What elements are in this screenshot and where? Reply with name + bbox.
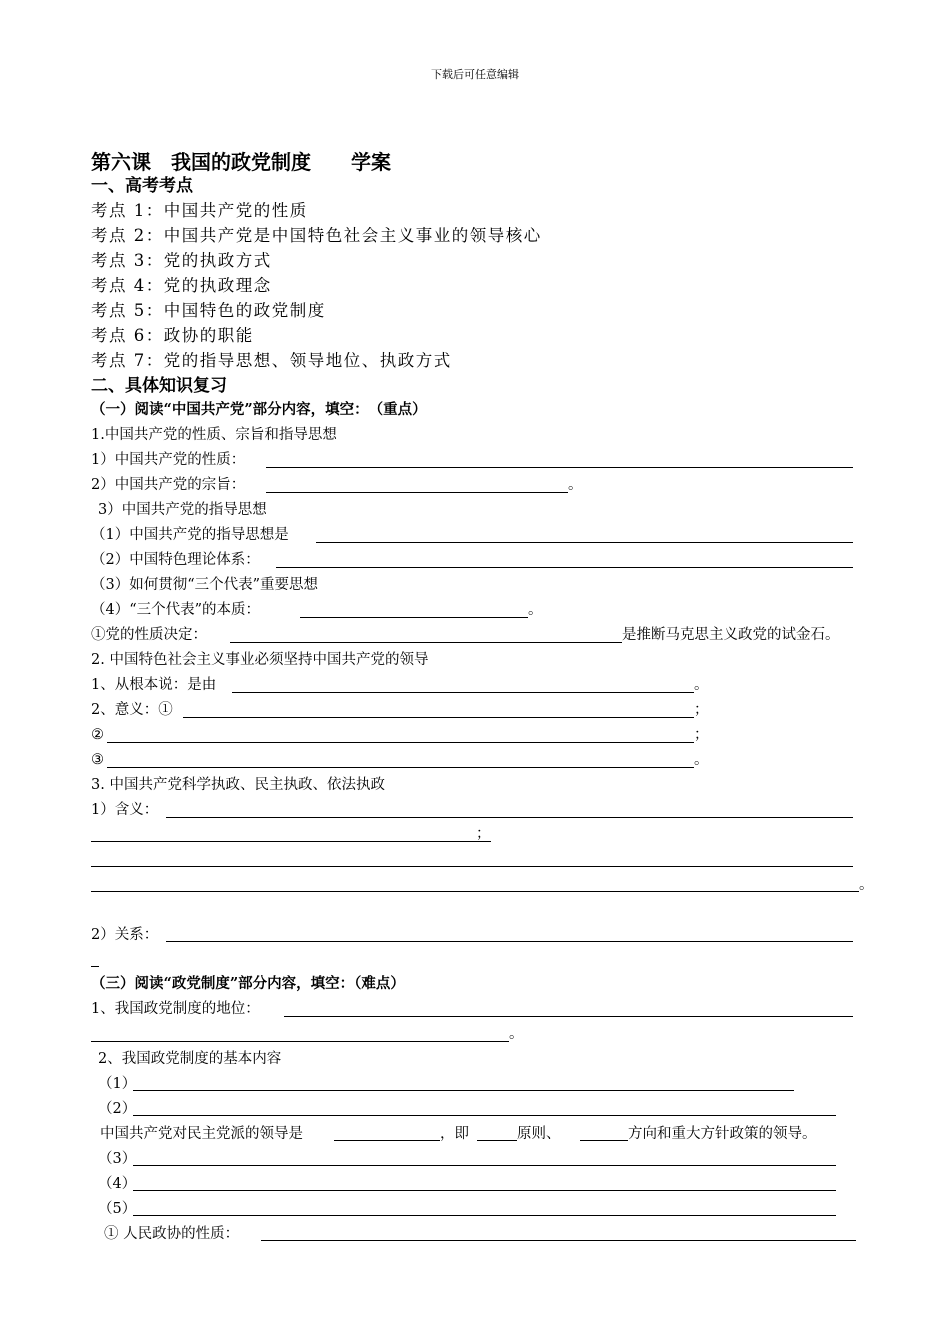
answer-blank[interactable] [107,742,694,743]
question-label: 1、从根本说：是由 [91,677,217,693]
punctuation: 。 [509,1026,524,1042]
answer-blank[interactable] [300,617,528,618]
punctuation: 。 [528,602,543,618]
question-label: ② [91,727,104,743]
page-header: 下载后可任意编辑 [431,68,519,81]
question-label: 中国共产党对民主党派的领导是 [100,1126,303,1142]
question-line: 2、我国政党制度的基本内容 [98,1051,282,1067]
answer-blank[interactable] [266,467,853,468]
answer-blank[interactable] [133,1215,836,1216]
answer-blank[interactable] [276,567,853,568]
section-heading-exam-points: 一、高考考点 [91,176,193,196]
answer-blank[interactable] [261,1240,856,1241]
question-label: 1）中国共产党的性质： [91,452,246,468]
answer-blank[interactable] [232,692,694,693]
question-label: ①党的性质决定： [91,627,207,643]
exam-point-item: 考点 3：党的执政方式 [91,251,272,270]
part-heading-party: （一）阅读“中国共产党”部分内容，填空： （重点） [91,401,427,418]
punctuation: ； [476,826,491,842]
answer-blank[interactable] [133,1165,836,1166]
answer-blank[interactable] [91,866,853,867]
answer-blank[interactable] [91,841,491,842]
exam-point-item: 考点 7：党的指导思想、领导地位、执政方式 [91,351,452,370]
punctuation: ； [694,727,709,743]
answer-blank[interactable] [166,941,853,942]
question-label: （1） [98,1076,137,1092]
question-label: 2）关系： [91,927,159,943]
question-label: 2、意义：① [91,702,173,718]
question-label: （4） [98,1176,137,1192]
question-label: （4）“三个代表”的本质： [91,602,261,618]
answer-blank[interactable] [133,1190,836,1191]
answer-blank[interactable] [316,542,853,543]
punctuation: 。 [859,877,874,893]
question-label: （1）中国共产党的指导思想是 [91,527,289,543]
section-heading-review: 二、具体知识复习 [91,376,227,396]
question-label: ③ [91,752,104,768]
question-line: 3）中国共产党的指导思想 [98,502,267,518]
question-label: 2）中国共产党的宗旨： [91,477,246,493]
punctuation: ； [694,702,709,718]
answer-blank[interactable] [133,1115,836,1116]
answer-blank[interactable] [91,1041,509,1042]
answer-blank[interactable] [580,1140,628,1141]
exam-point-item: 考点 1：中国共产党的性质 [91,201,308,220]
answer-blank[interactable] [183,717,694,718]
answer-blank[interactable] [477,1140,517,1141]
question-tail: 是推断马克思主义政党的试金石。 [622,627,840,643]
question-text: 方向和重大方针政策的领导。 [628,1126,817,1142]
question-label: （3） [98,1151,137,1167]
punctuation: 。 [694,752,709,768]
question-text: 原则、 [517,1126,561,1142]
exam-point-item: 考点 5：中国特色的政党制度 [91,301,326,320]
question-line: 2. 中国特色社会主义事业必须坚持中国共产党的领导 [91,652,429,668]
exam-point-item: 考点 4：党的执政理念 [91,276,272,295]
part-heading-party-system: （三）阅读“政党制度”部分内容，填空：（难点） [91,975,405,992]
question-line: 1.中国共产党的性质、宗旨和指导思想 [91,427,337,443]
exam-point-item: 考点 6：政协的职能 [91,326,254,345]
answer-blank[interactable] [284,1016,853,1017]
answer-blank[interactable] [107,767,694,768]
page-title: 第六课 我国的政党制度 学案 [91,150,391,174]
answer-blank[interactable] [230,642,622,643]
question-line: （3）如何贯彻“三个代表”重要思想 [91,577,319,593]
question-line: 3. 中国共产党科学执政、民主执政、依法执政 [91,777,385,793]
question-label: （5） [98,1201,137,1217]
question-label: ① 人民政协的性质： [104,1226,240,1242]
question-label: 1）含义： [91,802,159,818]
question-label: （2）中国特色理论体系： [91,552,260,568]
question-text: ，即 [440,1126,469,1142]
punctuation: 。 [694,677,709,693]
answer-blank[interactable] [91,966,99,967]
answer-blank[interactable] [91,891,859,892]
punctuation: 。 [568,477,583,493]
question-label: （2） [98,1101,137,1117]
exam-point-item: 考点 2：中国共产党是中国特色社会主义事业的领导核心 [91,226,542,245]
answer-blank[interactable] [166,817,853,818]
answer-blank[interactable] [133,1090,794,1091]
question-label: 1、我国政党制度的地位： [91,1001,260,1017]
answer-blank[interactable] [266,492,568,493]
answer-blank[interactable] [334,1140,440,1141]
